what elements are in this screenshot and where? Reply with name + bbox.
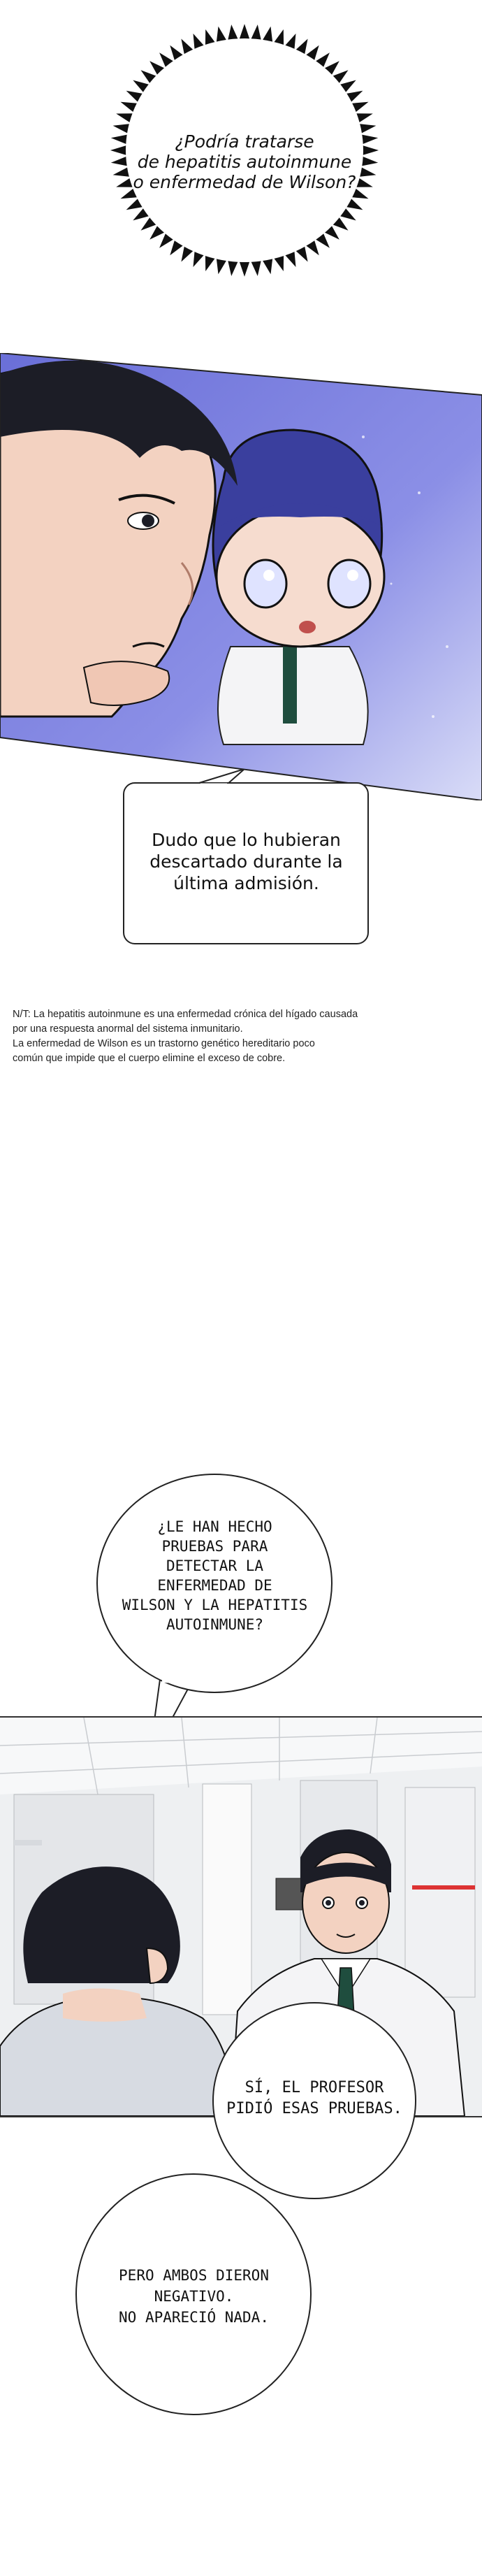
- bubble-4-line: PIDIÓ ESAS PRUEBAS.: [226, 2100, 402, 2117]
- bubble-3-line: WILSON Y LA HEPATITIS: [122, 1597, 308, 1613]
- note-line: por una respuesta anormal del sistema inmunitario.: [13, 1023, 243, 1035]
- bubble-4-line: SÍ, EL PROFESOR: [244, 2079, 384, 2096]
- bubble-5-line: PERO AMBOS DIERON: [119, 2267, 269, 2284]
- bubble-5-line: NEGATIVO.: [154, 2288, 234, 2305]
- panel-doctor-chibi: [0, 353, 482, 800]
- bubble-2-line: última admisión.: [173, 873, 319, 893]
- bubble-2-line: Dudo que lo hubieran: [152, 830, 341, 850]
- bubble-4-text: [220, 2078, 409, 2120]
- bubble-3-line: PRUEBAS PARA: [161, 1538, 268, 1555]
- bubble-1-line: ¿Podría tratarse: [175, 131, 314, 152]
- bubble-3-line: ENFERMEDAD DE: [157, 1577, 272, 1594]
- bubble-1-line: o enfermedad de Wilson?: [133, 172, 356, 192]
- panel-doctor-chibi-art: [0, 353, 482, 800]
- note-line: N/T: La hepatitis autoinmune es una enfermedad crónica del hígado causada: [13, 1009, 358, 1020]
- bubble-2-line: descartado durante la: [149, 851, 343, 872]
- bubble-1-line: de hepatitis autoinmune: [137, 152, 352, 172]
- bubble-3-line: ¿LE HAN HECHO: [157, 1518, 272, 1535]
- bubble-3-line: DETECTAR LA: [166, 1557, 264, 1574]
- bubble-5-text: [87, 2265, 300, 2328]
- bubble-1-text: [133, 131, 356, 192]
- note-line: común que impide que el cuerpo elimine el exceso de cobre.: [13, 1053, 286, 1064]
- note-line: La enfermedad de Wilson es un trastorno genético hereditario poco: [13, 1038, 315, 1049]
- translator-note: [13, 1007, 470, 1066]
- bubble-2-text: [136, 829, 356, 894]
- bubble-3-line: AUTOINMUNE?: [166, 1616, 264, 1633]
- bubble-3-text: [112, 1517, 318, 1634]
- bubble-5-line: NO APARECIÓ NADA.: [119, 2309, 269, 2326]
